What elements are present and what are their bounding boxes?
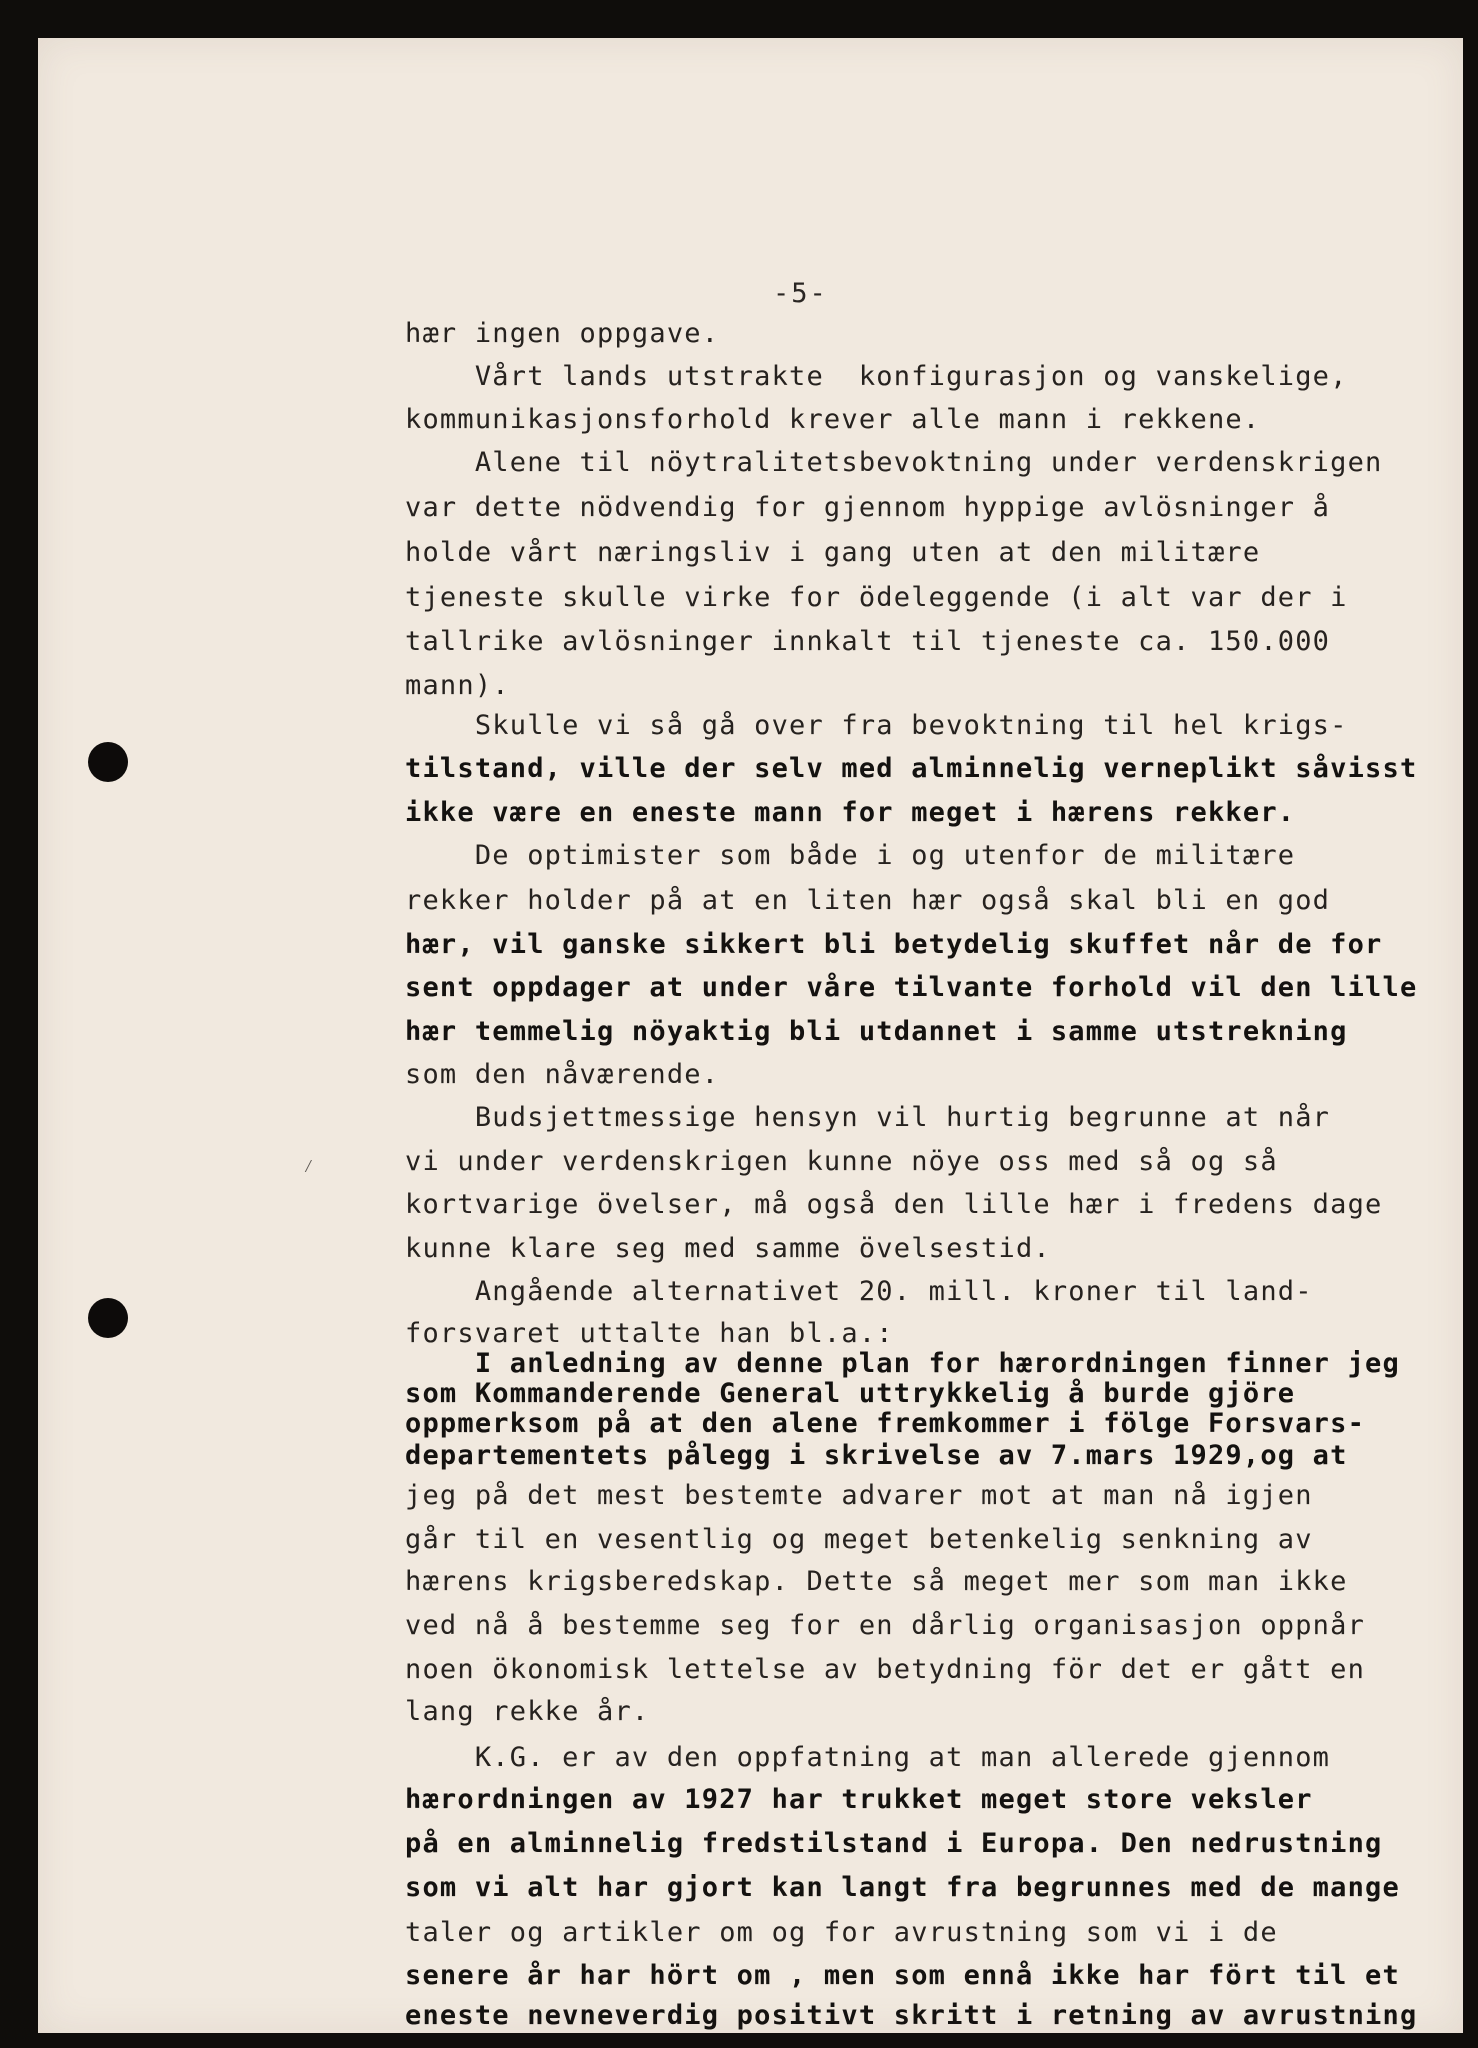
text-line: kortvarige övelser, må også den lille hær i fredens dage xyxy=(405,1189,1383,1220)
text-line: hær ingen oppgave. xyxy=(405,318,720,349)
text-line: lang rekke år. xyxy=(405,1696,650,1727)
text-line: går til en vesentlig og meget betenkelig senkning av xyxy=(405,1524,1313,1555)
text-line: Vårt lands utstrakte konfigurasjon og vanskelige, xyxy=(405,361,1348,392)
text-line: ikke være en eneste mann for meget i hærens rekker. xyxy=(405,797,1296,828)
page-number: -5- xyxy=(773,278,828,309)
text-line: Budsjettmessige hensyn vil hurtig begrunne at når xyxy=(405,1102,1331,1133)
text-line: noen ökonomisk lettelse av betydning för det er gått en xyxy=(405,1654,1366,1685)
text-line: hær, vil ganske sikkert bli betydelig skuffet når de for xyxy=(405,929,1383,960)
text-line: vi under verdenskrigen kunne nöye oss med så og så xyxy=(405,1146,1278,1177)
stray-mark: ⁄ xyxy=(303,1156,314,1177)
text-line: K.G. er av den oppfatning at man allerede gjennom xyxy=(405,1742,1331,1773)
text-line: jeg på det mest bestemte advarer mot at man nå igjen xyxy=(405,1480,1313,1511)
text-line: hærordningen av 1927 har trukket meget store veksler xyxy=(405,1784,1313,1815)
text-line: De optimister som både i og utenfor de militære xyxy=(405,840,1296,871)
text-line: på en alminnelig fredstilstand i Europa. Den nedrustning xyxy=(405,1828,1383,1859)
text-line: hær temmelig nöyaktig bli utdannet i samme utstrekning xyxy=(405,1016,1348,1047)
text-line: som den nåværende. xyxy=(405,1059,720,1090)
text-line: senere år har hört om , men som ennå ikke har fört til et xyxy=(405,1960,1400,1991)
text-line: oppmerksom på at den alene fremkommer i fölge Forsvars- xyxy=(405,1408,1366,1439)
text-line: som vi alt har gjort kan langt fra begrunnes med de mange xyxy=(405,1872,1400,1903)
text-line: var dette nödvendig for gjennom hyppige avlösninger å xyxy=(405,492,1331,523)
text-line: forsvaret uttalte han bl.a.: xyxy=(405,1318,894,1349)
text-line: I anledning av denne plan for hærordningen finner jeg xyxy=(405,1348,1400,1379)
text-line: kommunikasjonsforhold krever alle mann i rekkene. xyxy=(405,404,1261,435)
text-line: taler og artikler om og for avrustning som vi i de xyxy=(405,1917,1278,1948)
text-line: som Kommanderende General uttrykkelig å burde gjöre xyxy=(405,1378,1296,1409)
text-line: kunne klare seg med samme övelsestid. xyxy=(405,1233,1051,1264)
text-line: Skulle vi så gå over fra bevoktning til hel krigs- xyxy=(405,710,1348,741)
text-line: holde vårt næringsliv i gang uten at den militære xyxy=(405,537,1261,568)
text-line: rekker holder på at en liten hær også skal bli en god xyxy=(405,885,1331,916)
text-line: sent oppdager at under våre tilvante forhold vil den lille xyxy=(405,972,1418,1003)
text-line: mann). xyxy=(405,670,510,701)
text-line: hærens krigsberedskap. Dette så meget mer som man ikke xyxy=(405,1566,1348,1597)
text-line: tallrike avlösninger innkalt til tjeneste ca. 150.000 xyxy=(405,626,1331,657)
text-line: tilstand, ville der selv med alminnelig verneplikt såvisst xyxy=(405,753,1418,784)
text-line: Angående alternativet 20. mill. kroner til land- xyxy=(405,1276,1313,1307)
punch-hole-lower xyxy=(88,1298,128,1338)
text-line: Alene til nöytralitetsbevoktning under verdenskrigen xyxy=(405,447,1383,478)
text-line: tjeneste skulle virke for ödeleggende (i alt var der i xyxy=(405,582,1348,613)
text-line: ved nå å bestemme seg for en dårlig organisasjon oppnår xyxy=(405,1610,1366,1641)
document-page xyxy=(38,38,1463,2033)
text-line: departementets pålegg i skrivelse av 7.mars 1929,og at xyxy=(405,1440,1348,1471)
text-line: eneste nevneverdig positivt skritt i retning av avrustning xyxy=(405,2000,1418,2031)
punch-hole-upper xyxy=(88,742,128,782)
